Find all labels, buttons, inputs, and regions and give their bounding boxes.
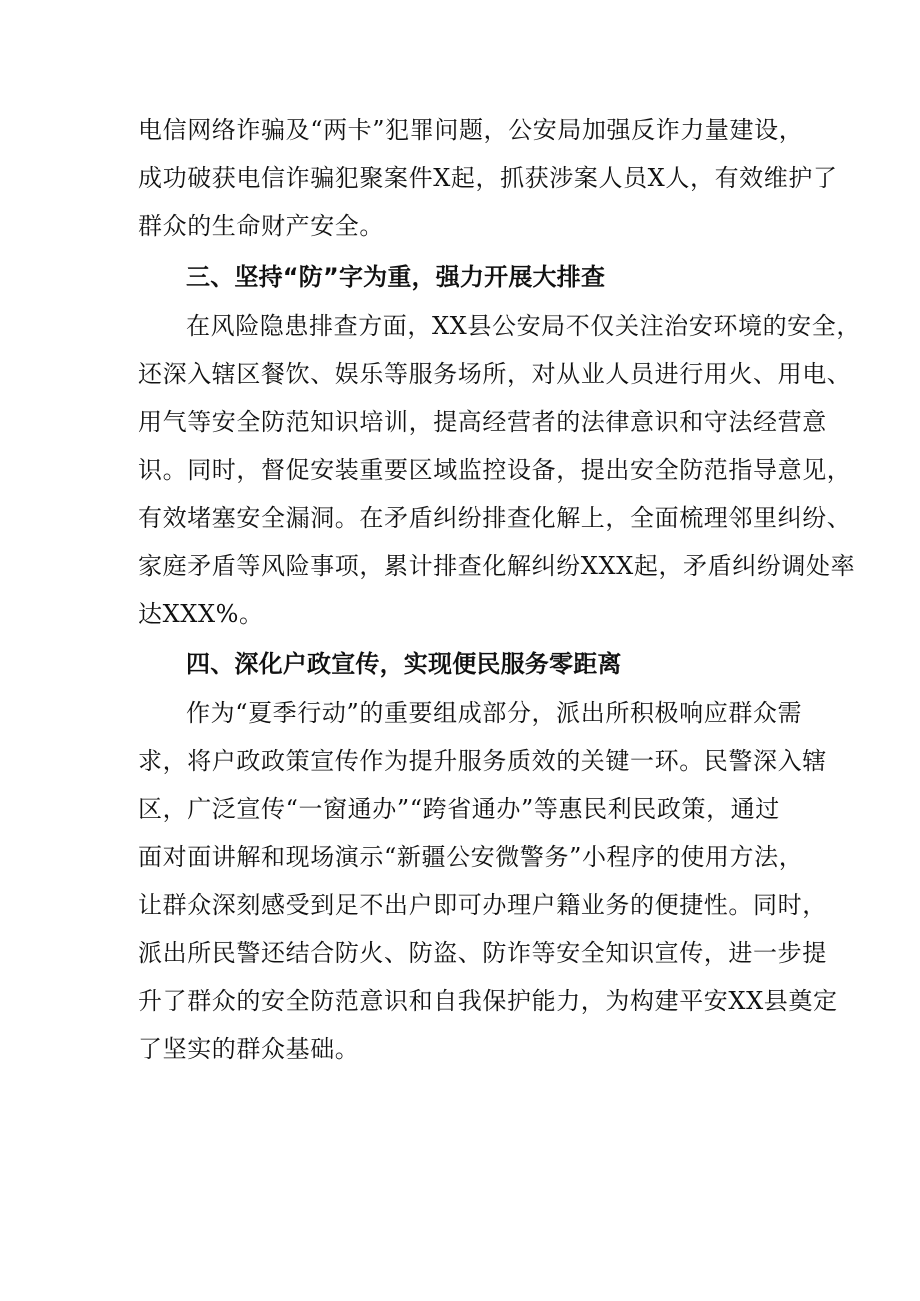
paragraph-3-line-8: 了坚实的群众基础。 xyxy=(138,1035,360,1063)
paragraph-2-line-4: 识。同时，督促安装重要区域监控设备，提出安全防范指导意见， xyxy=(138,456,852,484)
paragraph-3-line-5: 让群众深刻感受到足不出户即可办理户籍业务的便捷性。同时， xyxy=(138,891,827,919)
paragraph-1-line-1: 电信网络诈骗及“两卡”犯罪问题，公安局加强反诈力量建设， xyxy=(138,116,804,144)
paragraph-3-line-6: 派出所民警还结合防火、防盗、防诈等安全知识宣传，进一步提 xyxy=(138,939,827,967)
paragraph-2-line-3: 用气等安全防范知识培训，提高经营者的法律意识和守法经营意 xyxy=(138,408,827,436)
section-heading-4: 四、深化户政宣传，实现便民服务零距离 xyxy=(186,650,622,678)
paragraph-2-line-6: 家庭矛盾等风险事项，累计排查化解纠纷XXX起，矛盾纠纷调处率 xyxy=(138,552,856,580)
paragraph-3-line-2: 求，将户政政策宣传作为提升服务质效的关键一环。民警深入辖 xyxy=(138,747,827,775)
paragraph-2-line-2: 还深入辖区餐饮、娱乐等服务场所，对从业人员进行用火、用电、 xyxy=(138,360,852,388)
paragraph-2-line-5: 有效堵塞安全漏洞。在矛盾纠纷排查化解上，全面梳理邻里纠纷、 xyxy=(138,504,852,532)
paragraph-3-line-4: 面对面讲解和现场演示“新疆公安微警务”小程序的使用方法， xyxy=(138,843,804,871)
paragraph-1-line-3: 群众的生命财产安全。 xyxy=(138,212,384,240)
paragraph-3-line-1: 作为“夏季行动”的重要组成部分，派出所积极响应群众需 xyxy=(186,699,803,727)
paragraph-2-line-7: 达XXX%。 xyxy=(138,600,264,628)
section-heading-3: 三、坚持“防”字为重，强力开展大排查 xyxy=(186,263,606,291)
paragraph-3-line-3: 区，广泛宣传“一窗通办”“跨省通办”等惠民利民政策，通过 xyxy=(138,795,780,823)
paragraph-1-line-2: 成功破获电信诈骗犯聚案件X起，抓获涉案人员X人，有效维护了 xyxy=(138,164,838,192)
paragraph-2-line-1: 在风险隐患排查方面，XX县公安局不仅关注治安环境的安全， xyxy=(186,312,861,340)
paragraph-3-line-7: 升了群众的安全防范意识和自我保护能力，为构建平安XX县奠定 xyxy=(138,987,838,1015)
